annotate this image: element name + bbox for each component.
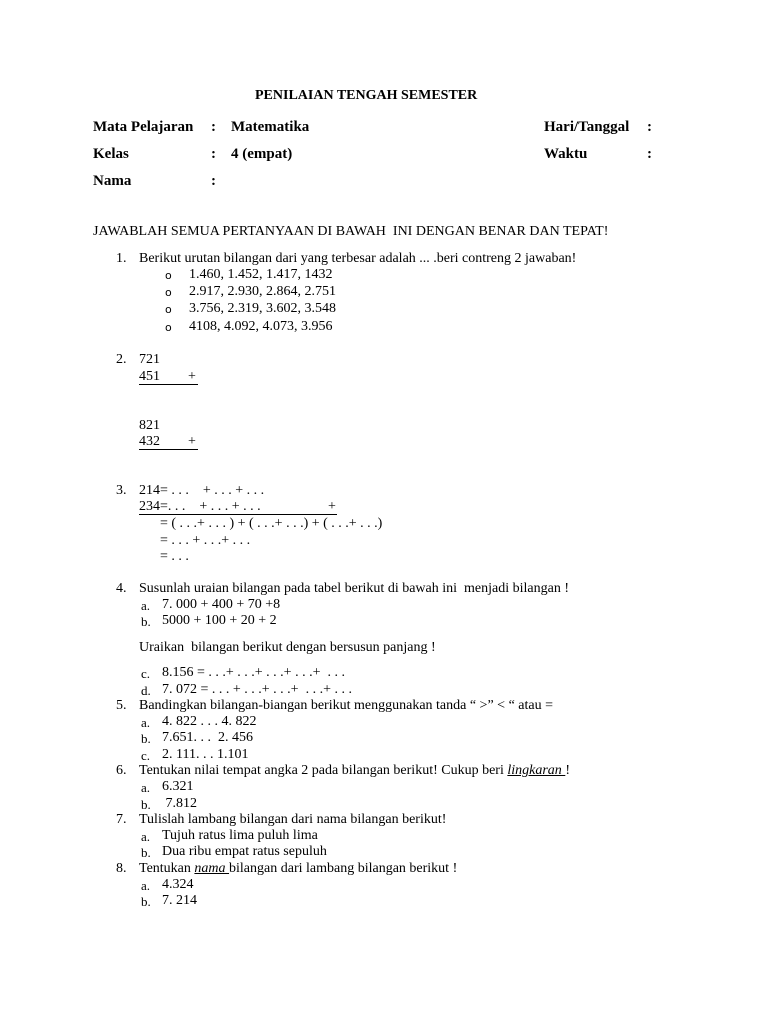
q2-a-plus: + <box>188 369 196 384</box>
q5-a-label: a. <box>141 715 151 730</box>
q2-a-top: 721 <box>139 352 160 367</box>
q5-text: Bandingkan bilangan-biangan berikut menggunakan tanda “ >” < “ atau = <box>139 698 553 713</box>
q3-line-1: 214= . . . + . . . + . . . <box>139 483 265 498</box>
q2-b-bottom: 432 <box>139 434 160 449</box>
q7-number: 7. <box>116 812 127 827</box>
q2-b-top: 821 <box>139 418 160 433</box>
q6-text-before: Tentukan nilai tempat angka 2 pada bilangan berikut! Cukup beri <box>139 763 508 778</box>
q4-d: 7. 072 = . . . + . . .+ . . .+ . . .+ . . . <box>162 682 352 697</box>
q2-a-bottom: 451 <box>139 369 160 384</box>
q4-c-label: c. <box>141 666 151 681</box>
hari-label: Hari/Tanggal <box>544 119 630 135</box>
q5-number: 5. <box>116 698 127 713</box>
q1-bullet-1: o <box>165 269 172 282</box>
q7-a-label: a. <box>141 829 151 844</box>
q4-text: Susunlah uraian bilangan pada tabel berikut di bawah ini menjadi bilangan ! <box>139 581 569 596</box>
q3-line-5: = . . . <box>160 549 189 564</box>
mapel-value: Matematika <box>231 119 310 135</box>
q8-text <box>139 861 457 877</box>
q5-c-label: c. <box>141 748 151 763</box>
q8-a: 4.324 <box>162 877 194 892</box>
q5-b-label: b. <box>141 731 151 746</box>
q8-number: 8. <box>116 861 127 876</box>
nama-colon: : <box>211 173 216 189</box>
q6-a-label: a. <box>141 780 151 795</box>
q1-option-3: 3.756, 2.319, 3.602, 3.548 <box>189 301 336 316</box>
q7-text: Tulislah lambang bilangan dari nama bilangan berikut! <box>139 812 447 827</box>
q8-b-label: b. <box>141 894 151 909</box>
q5-b: 7.651. . . 2. 456 <box>162 730 253 745</box>
q5-a: 4. 822 . . . 4. 822 <box>162 714 257 729</box>
q4-b: 5000 + 100 + 20 + 2 <box>162 613 277 628</box>
q1-bullet-4: o <box>165 321 172 334</box>
q2-b-plus: + <box>188 434 196 449</box>
q8-text-after: bilangan dari lambang bilangan berikut ! <box>229 861 458 876</box>
q6-text-emphasis: lingkaran <box>507 763 566 778</box>
mapel-colon: : <box>211 119 216 135</box>
waktu-label: Waktu <box>544 146 588 162</box>
nama-label: Nama <box>93 173 132 189</box>
q1-option-4: 4108, 4.092, 4.073, 3.956 <box>189 319 333 334</box>
q1-option-1: 1.460, 1.452, 1.417, 1432 <box>189 267 333 282</box>
q8-text-emphasis: nama <box>194 861 230 876</box>
q4-d-label: d. <box>141 683 151 698</box>
q6-text <box>139 763 570 779</box>
q4-b-label: b. <box>141 614 151 629</box>
q8-text-before: Tentukan <box>139 861 195 876</box>
q8-b: 7. 214 <box>162 893 197 908</box>
instruction: JAWABLAH SEMUA PERTANYAAN DI BAWAH INI DENGAN BENAR DAN TEPAT! <box>93 224 609 239</box>
q4-sub-text: Uraikan bilangan berikut dengan bersusun panjang ! <box>139 640 436 655</box>
q3-line-3: = ( . . .+ . . . ) + ( . . .+ . . .) + ( . . .+ . . .) <box>160 516 383 531</box>
q7-b-label: b. <box>141 845 151 860</box>
q3-number: 3. <box>116 483 127 498</box>
kelas-colon: : <box>211 146 216 162</box>
waktu-colon: : <box>647 146 652 162</box>
q1-number: 1. <box>116 251 127 266</box>
q7-a: Tujuh ratus lima puluh lima <box>162 828 318 843</box>
q6-number: 6. <box>116 763 127 778</box>
q3-line-2: 234=. . . + . . . + . . . <box>139 499 261 514</box>
q8-a-label: a. <box>141 878 151 893</box>
q1-text: Berikut urutan bilangan dari yang terbesar adalah ... .beri contreng 2 jawaban! <box>139 251 577 266</box>
q4-c: 8.156 = . . .+ . . .+ . . .+ . . .+ . . . <box>162 665 345 680</box>
mapel-label: Mata Pelajaran <box>93 119 194 135</box>
q6-text-after: ! <box>565 763 570 778</box>
kelas-value: 4 (empat) <box>231 146 293 162</box>
q1-bullet-3: o <box>165 303 172 316</box>
q4-a-label: a. <box>141 598 151 613</box>
q1-bullet-2: o <box>165 286 172 299</box>
q6-b: 7.812 <box>162 796 197 811</box>
q2-number: 2. <box>116 352 127 367</box>
q6-b-label: b. <box>141 797 151 812</box>
kelas-label: Kelas <box>93 146 129 162</box>
q1-option-2: 2.917, 2.930, 2.864, 2.751 <box>189 284 336 299</box>
q6-a: 6.321 <box>162 779 194 794</box>
q4-a: 7. 000 + 400 + 70 +8 <box>162 597 281 612</box>
q4-number: 4. <box>116 581 127 596</box>
page-title: PENILAIAN TENGAH SEMESTER <box>255 88 478 103</box>
q3-line-4: = . . . + . . .+ . . . <box>160 533 251 548</box>
q5-c: 2. 111. . . 1.101 <box>162 747 249 762</box>
q7-b: Dua ribu empat ratus sepuluh <box>162 844 327 859</box>
hari-colon: : <box>647 119 652 135</box>
q3-line-2-plus: + <box>328 499 336 514</box>
